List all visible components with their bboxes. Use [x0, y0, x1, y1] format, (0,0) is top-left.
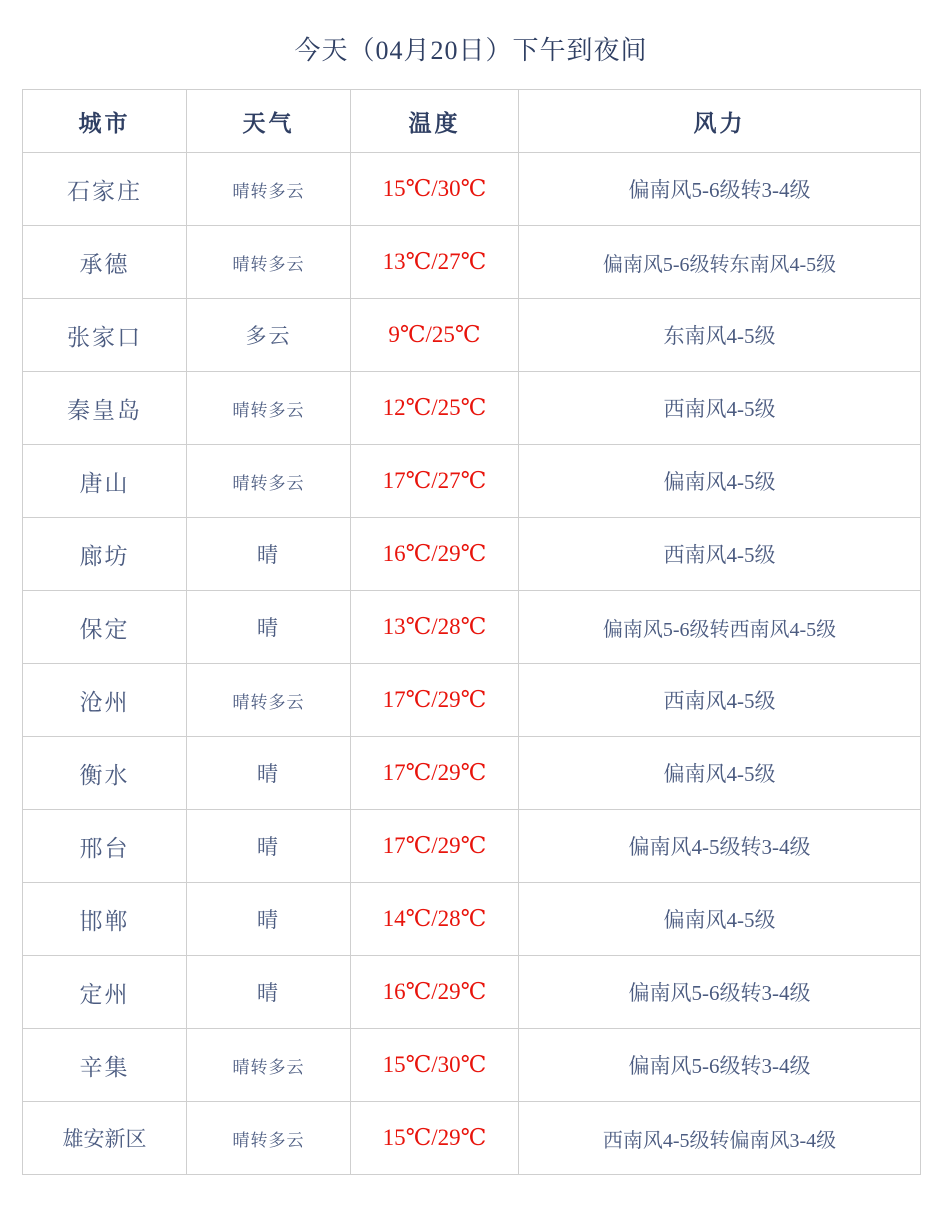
cell-temperature: 17℃/27℃	[351, 445, 519, 518]
column-header-weather: 天气	[187, 90, 351, 153]
cell-wind: 偏南风5-6级转东南风4-5级	[519, 226, 921, 299]
cell-wind: 偏南风5-6级转3-4级	[519, 153, 921, 226]
cell-weather: 晴转多云	[187, 372, 351, 445]
cell-wind: 西南风4-5级	[519, 372, 921, 445]
table-row	[23, 518, 921, 591]
cell-weather: 晴	[187, 956, 351, 1029]
cell-temperature: 12℃/25℃	[351, 372, 519, 445]
cell-city: 廊坊	[23, 518, 187, 591]
weather-table	[22, 89, 921, 1175]
table-row	[23, 1102, 921, 1175]
cell-city: 辛集	[23, 1029, 187, 1102]
cell-weather: 晴转多云	[187, 1029, 351, 1102]
cell-weather: 晴	[187, 518, 351, 591]
cell-city: 邯郸	[23, 883, 187, 956]
cell-weather: 晴转多云	[187, 226, 351, 299]
table-body	[23, 153, 921, 1175]
table-row	[23, 883, 921, 956]
cell-temperature: 13℃/27℃	[351, 226, 519, 299]
page-title: 今天（04月20日）下午到夜间	[294, 36, 648, 65]
cell-city: 沧州	[23, 664, 187, 737]
cell-city: 唐山	[23, 445, 187, 518]
cell-temperature: 16℃/29℃	[351, 518, 519, 591]
cell-city: 承德	[23, 226, 187, 299]
cell-city: 保定	[23, 591, 187, 664]
cell-city: 定州	[23, 956, 187, 1029]
table-row	[23, 1029, 921, 1102]
cell-weather: 晴	[187, 810, 351, 883]
cell-temperature: 9℃/25℃	[351, 299, 519, 372]
cell-temperature: 17℃/29℃	[351, 664, 519, 737]
cell-temperature: 17℃/29℃	[351, 737, 519, 810]
table-row	[23, 226, 921, 299]
column-header-temperature: 温度	[351, 90, 519, 153]
table-row	[23, 445, 921, 518]
cell-weather: 晴转多云	[187, 153, 351, 226]
table-row	[23, 737, 921, 810]
cell-weather: 晴转多云	[187, 664, 351, 737]
table-row	[23, 956, 921, 1029]
cell-wind: 东南风4-5级	[519, 299, 921, 372]
table-header-row	[23, 90, 921, 153]
table-row	[23, 299, 921, 372]
cell-temperature: 14℃/28℃	[351, 883, 519, 956]
cell-city: 雄安新区	[23, 1102, 187, 1175]
column-header-city: 城市	[23, 90, 187, 153]
cell-wind: 偏南风4-5级	[519, 883, 921, 956]
cell-weather: 晴	[187, 737, 351, 810]
cell-city: 张家口	[23, 299, 187, 372]
cell-temperature: 15℃/29℃	[351, 1102, 519, 1175]
column-header-wind: 风力	[519, 90, 921, 153]
table-row	[23, 810, 921, 883]
cell-wind: 偏南风5-6级转西南风4-5级	[519, 591, 921, 664]
table-row	[23, 372, 921, 445]
cell-weather: 晴转多云	[187, 445, 351, 518]
cell-temperature: 13℃/28℃	[351, 591, 519, 664]
cell-temperature: 17℃/29℃	[351, 810, 519, 883]
table-row	[23, 591, 921, 664]
cell-weather: 多云	[187, 299, 351, 372]
cell-wind: 偏南风4-5级	[519, 737, 921, 810]
cell-wind: 西南风4-5级	[519, 518, 921, 591]
table-row	[23, 664, 921, 737]
cell-city: 衡水	[23, 737, 187, 810]
cell-city: 石家庄	[23, 153, 187, 226]
cell-temperature: 15℃/30℃	[351, 1029, 519, 1102]
table-row	[23, 153, 921, 226]
cell-wind: 西南风4-5级转偏南风3-4级	[519, 1102, 921, 1175]
cell-city: 邢台	[23, 810, 187, 883]
cell-weather: 晴转多云	[187, 1102, 351, 1175]
table-header	[23, 90, 921, 153]
cell-wind: 偏南风5-6级转3-4级	[519, 1029, 921, 1102]
cell-weather: 晴	[187, 883, 351, 956]
cell-temperature: 15℃/30℃	[351, 153, 519, 226]
cell-weather: 晴	[187, 591, 351, 664]
cell-city: 秦皇岛	[23, 372, 187, 445]
cell-wind: 偏南风4-5级转3-4级	[519, 810, 921, 883]
cell-wind: 偏南风4-5级	[519, 445, 921, 518]
cell-wind: 西南风4-5级	[519, 664, 921, 737]
cell-temperature: 16℃/29℃	[351, 956, 519, 1029]
cell-wind: 偏南风5-6级转3-4级	[519, 956, 921, 1029]
